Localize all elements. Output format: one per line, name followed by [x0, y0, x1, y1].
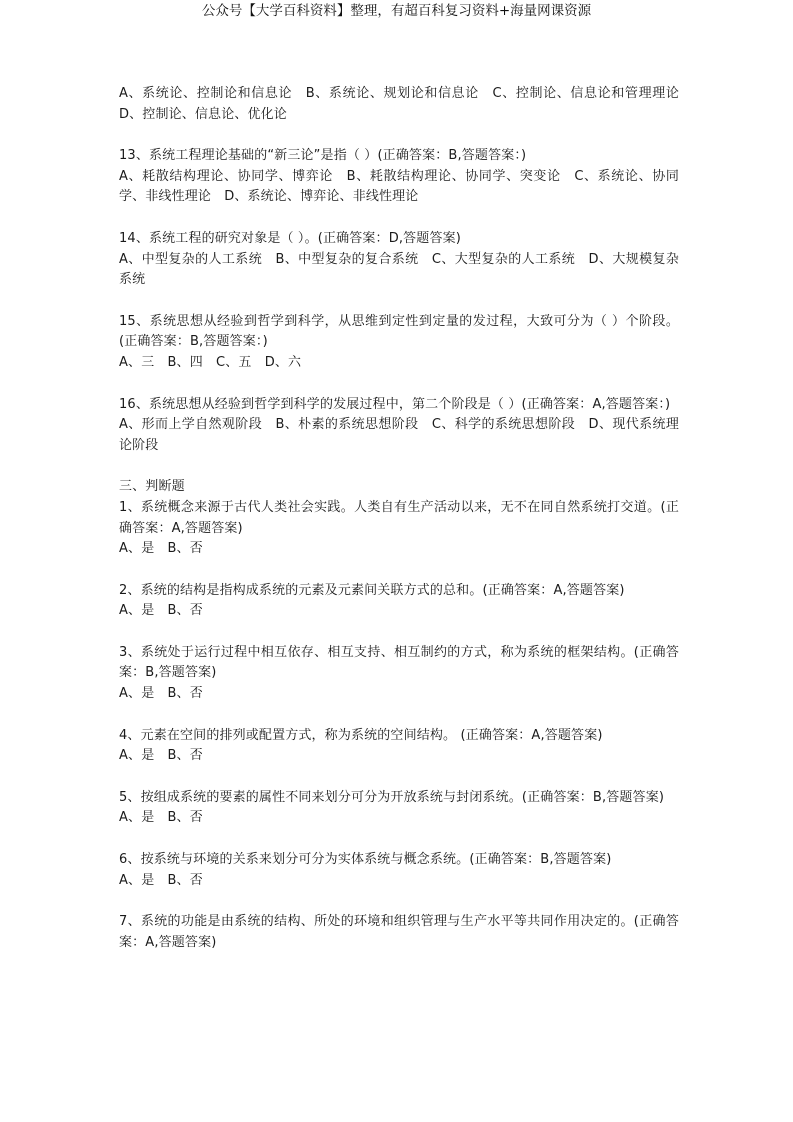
question-16: [119, 395, 679, 457]
judgement-question-4: [119, 726, 679, 767]
question-stem: 7、系统的功能是由系统的结构、所处的环境和组织管理与生产水平等共同作用决定的。(正确答案：A,答题答案): [119, 914, 679, 950]
option-line: A、中型复杂的人工系统 B、中型复杂的复合系统 C、大型复杂的人工系统 D、大规模复杂系统: [119, 251, 679, 288]
question-stem: 14、系统工程的研究对象是（ ）。(正确答案：D,答题答案): [119, 230, 461, 246]
question-stem: 4、元素在空间的排列或配置方式，称为系统的空间结构。 (正确答案：A,答题答案): [119, 727, 603, 743]
question-stem: 6、按系统与环境的关系来划分可分为实体系统与概念系统。(正确答案：B,答题答案): [119, 852, 612, 868]
option-line: A、是 B、否: [119, 872, 203, 888]
option-line: A、系统论、控制论和信息论 B、系统论、规划论和信息论 C、控制论、信息论和管理理论 D、控制论、信息论、优化论: [119, 86, 693, 122]
judgement-question-7: [119, 912, 679, 953]
option-line: A、是 B、否: [119, 541, 203, 557]
judgement-question-6: [119, 850, 679, 891]
question-options-12: [119, 84, 693, 125]
judgement-question-5: [119, 788, 679, 829]
option-line: A、形而上学自然观阶段 B、朴素的系统思想阶段 C、科学的系统思想阶段 D、现代系统理论阶段: [119, 417, 679, 453]
page-header: 公众号【大学百科资料】整理，有超百科复习资料+海量网课资源: [201, 3, 592, 19]
question-15: [119, 312, 679, 374]
option-line: A、三 B、四 C、五 D、六: [119, 354, 302, 370]
section-heading: 三、判断题: [119, 479, 185, 495]
judgement-question-1: [119, 477, 679, 559]
document-body: [119, 84, 693, 953]
question-13: [119, 146, 679, 208]
judgement-question-2: [119, 581, 679, 622]
option-line: A、是 B、否: [119, 810, 203, 826]
option-line: A、是 B、否: [119, 748, 203, 764]
question-stem: 1、系统概念来源于古代人类社会实践。人类自有生产活动以来，无不在同自然系统打交道。(正确答案：A,答题答案): [119, 499, 679, 536]
option-line: A、是 B、否: [119, 603, 203, 619]
question-stem: 16、系统思想从经验到哲学到科学的发展过程中，第二个阶段是（ ）(正确答案：A,答题答案：): [119, 396, 671, 412]
question-stem: 15、系统思想从经验到哲学到科学，从思维到定性到定量的发过程，大致可分为（ ）个阶段。(正确答案：B,答题答案：): [119, 313, 679, 350]
question-stem: 2、系统的结构是指构成系统的元素及元素间关联方式的总和。(正确答案：A,答题答案): [119, 582, 625, 598]
judgement-question-3: [119, 643, 679, 705]
question-14: [119, 229, 679, 291]
question-stem: 5、按组成系统的要素的属性不同来划分可分为开放系统与封闭系统。(正确答案：B,答题答案): [119, 789, 665, 805]
option-line: A、耗散结构理论、协同学、博弈论 B、耗散结构理论、协同学、突变论 C、系统论、协同学、非线性理论 D、系统论、博弈论、非线性理论: [119, 168, 679, 205]
option-line: A、是 B、否: [119, 686, 203, 702]
question-stem: 3、系统处于运行过程中相互依存、相互支持、相互制约的方式，称为系统的框架结构。(正确答案：B,答题答案): [119, 644, 679, 681]
question-stem: 13、系统工程理论基础的“新三论”是指（ ）(正确答案：B,答题答案：): [119, 148, 527, 164]
